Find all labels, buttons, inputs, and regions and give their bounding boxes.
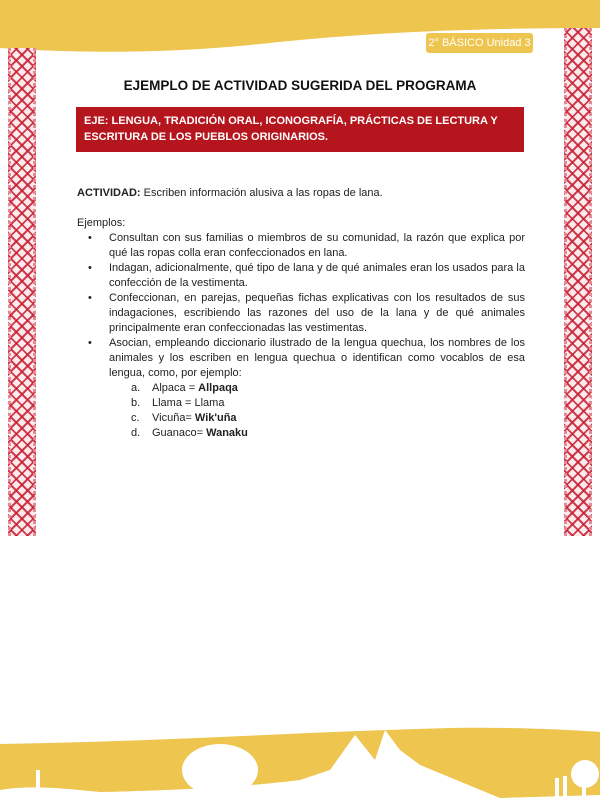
activity-line <box>77 186 525 201</box>
bullet-icon: • <box>88 262 92 274</box>
vocab-item: c. Vicuña= Wik'uña <box>131 412 237 424</box>
bullet-icon: • <box>88 232 92 244</box>
left-decorative-border <box>8 48 36 536</box>
vocab-item: b. Llama = Llama <box>131 397 225 409</box>
list-item: • Asocian, empleando diccionario ilustrado de la lengua quechua, los nombres de los animales y los escriben en lengua quechua o identifican como vocablos de esa lengua, como, por ejemplo: <box>88 337 525 379</box>
activity-text: Escriben información alusiva a las ropas de lana. <box>140 187 383 199</box>
vocab-list <box>131 381 525 441</box>
list-item: • Confeccionan, en parejas, pequeñas fichas explicativas con los resultados de sus indagaciones, escribiendo las razones del uso de la lana y de qué animales principalmente eran confeccionadas las vestimentas. <box>88 292 525 334</box>
unit-label: 2° BÁSICO Unidad 3 <box>426 33 533 53</box>
bullet-icon: • <box>88 337 92 349</box>
activity-label: ACTIVIDAD: <box>77 187 141 199</box>
examples-list <box>77 231 525 381</box>
list-item: • Indagan, adicionalmente, qué tipo de lana y de qué animales eran los usados para la confección de la vestimenta. <box>88 262 525 289</box>
examples-label: Ejemplos: <box>77 217 126 229</box>
footer-landscape-illustration <box>0 690 600 800</box>
bullet-icon: • <box>88 292 92 304</box>
activity-content <box>77 186 525 441</box>
eje-banner: EJE: LENGUA, TRADICIÓN ORAL, ICONOGRAFÍA, PRÁCTICAS DE LECTURA Y ESCRITURA DE LOS PUEBLOS ORIGINARIOS. <box>76 107 524 152</box>
page-title: EJEMPLO DE ACTIVIDAD SUGERIDA DEL PROGRAMA <box>123 78 477 93</box>
right-decorative-border <box>564 28 592 536</box>
vocab-item: a. Alpaca = Allpaqa <box>131 382 238 394</box>
list-item: • Consultan con sus familias o miembros de su comunidad, la razón que explica por qué las ropas colla eran confeccionados en lana. <box>88 232 525 259</box>
vocab-item: d. Guanaco= Wanaku <box>131 427 248 439</box>
